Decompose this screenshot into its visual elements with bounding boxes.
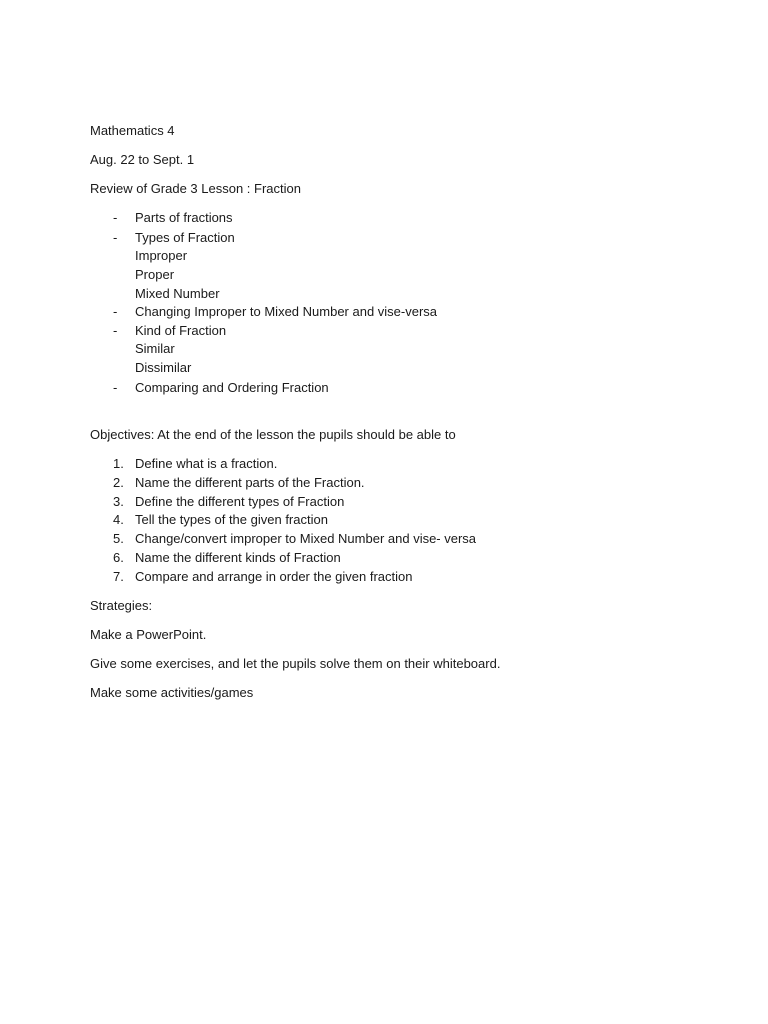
objective-item: Change/convert improper to Mixed Number and vise- versa: [135, 531, 477, 546]
objective-item: Define what is a fraction.: [135, 456, 278, 471]
objectives-intro: Objectives: At the end of the lesson the pupils should be able to: [90, 427, 456, 442]
objective-number: 4.: [113, 512, 124, 527]
objective-number: 3.: [113, 494, 124, 509]
objective-number: 7.: [113, 569, 124, 584]
topic-kind: Kind of Fraction: [135, 323, 227, 338]
objective-number: 2.: [113, 475, 124, 490]
topic-changing: Changing Improper to Mixed Number and vise-versa: [135, 304, 438, 319]
subject-title: Mathematics 4: [90, 123, 175, 138]
bullet-marker: -: [113, 380, 118, 395]
objective-item: Tell the types of the given fraction: [135, 512, 328, 527]
strategy-item: Make some activities/games: [90, 685, 254, 700]
bullet-marker: -: [113, 210, 118, 225]
strategy-item: Make a PowerPoint.: [90, 627, 207, 642]
objective-item: Define the different types of Fraction: [135, 494, 345, 509]
objective-number: 6.: [113, 550, 124, 565]
topic-kind-sub-dissimilar: Dissimilar: [135, 360, 192, 375]
date-range: Aug. 22 to Sept. 1: [90, 152, 195, 167]
objective-item: Name the different parts of the Fraction.: [135, 475, 365, 490]
objective-number: 1.: [113, 456, 124, 471]
topic-parts: Parts of fractions: [135, 210, 233, 225]
strategies-label: Strategies:: [90, 598, 153, 613]
objective-item: Compare and arrange in order the given fraction: [135, 569, 413, 584]
bullet-marker: -: [113, 304, 118, 319]
review-title: Review of Grade 3 Lesson : Fraction: [90, 181, 301, 196]
strategy-item: Give some exercises, and let the pupils solve them on their whiteboard.: [90, 656, 501, 671]
topic-types-sub-improper: Improper: [135, 248, 188, 263]
bullet-marker: -: [113, 230, 118, 245]
topic-types-sub-mixed: Mixed Number: [135, 286, 220, 301]
topic-types: Types of Fraction: [135, 230, 235, 245]
topic-comparing: Comparing and Ordering Fraction: [135, 380, 329, 395]
objective-number: 5.: [113, 531, 124, 546]
topic-kind-sub-similar: Similar: [135, 341, 175, 356]
topic-types-sub-proper: Proper: [135, 267, 175, 282]
objective-item: Name the different kinds of Fraction: [135, 550, 341, 565]
bullet-marker: -: [113, 323, 118, 338]
